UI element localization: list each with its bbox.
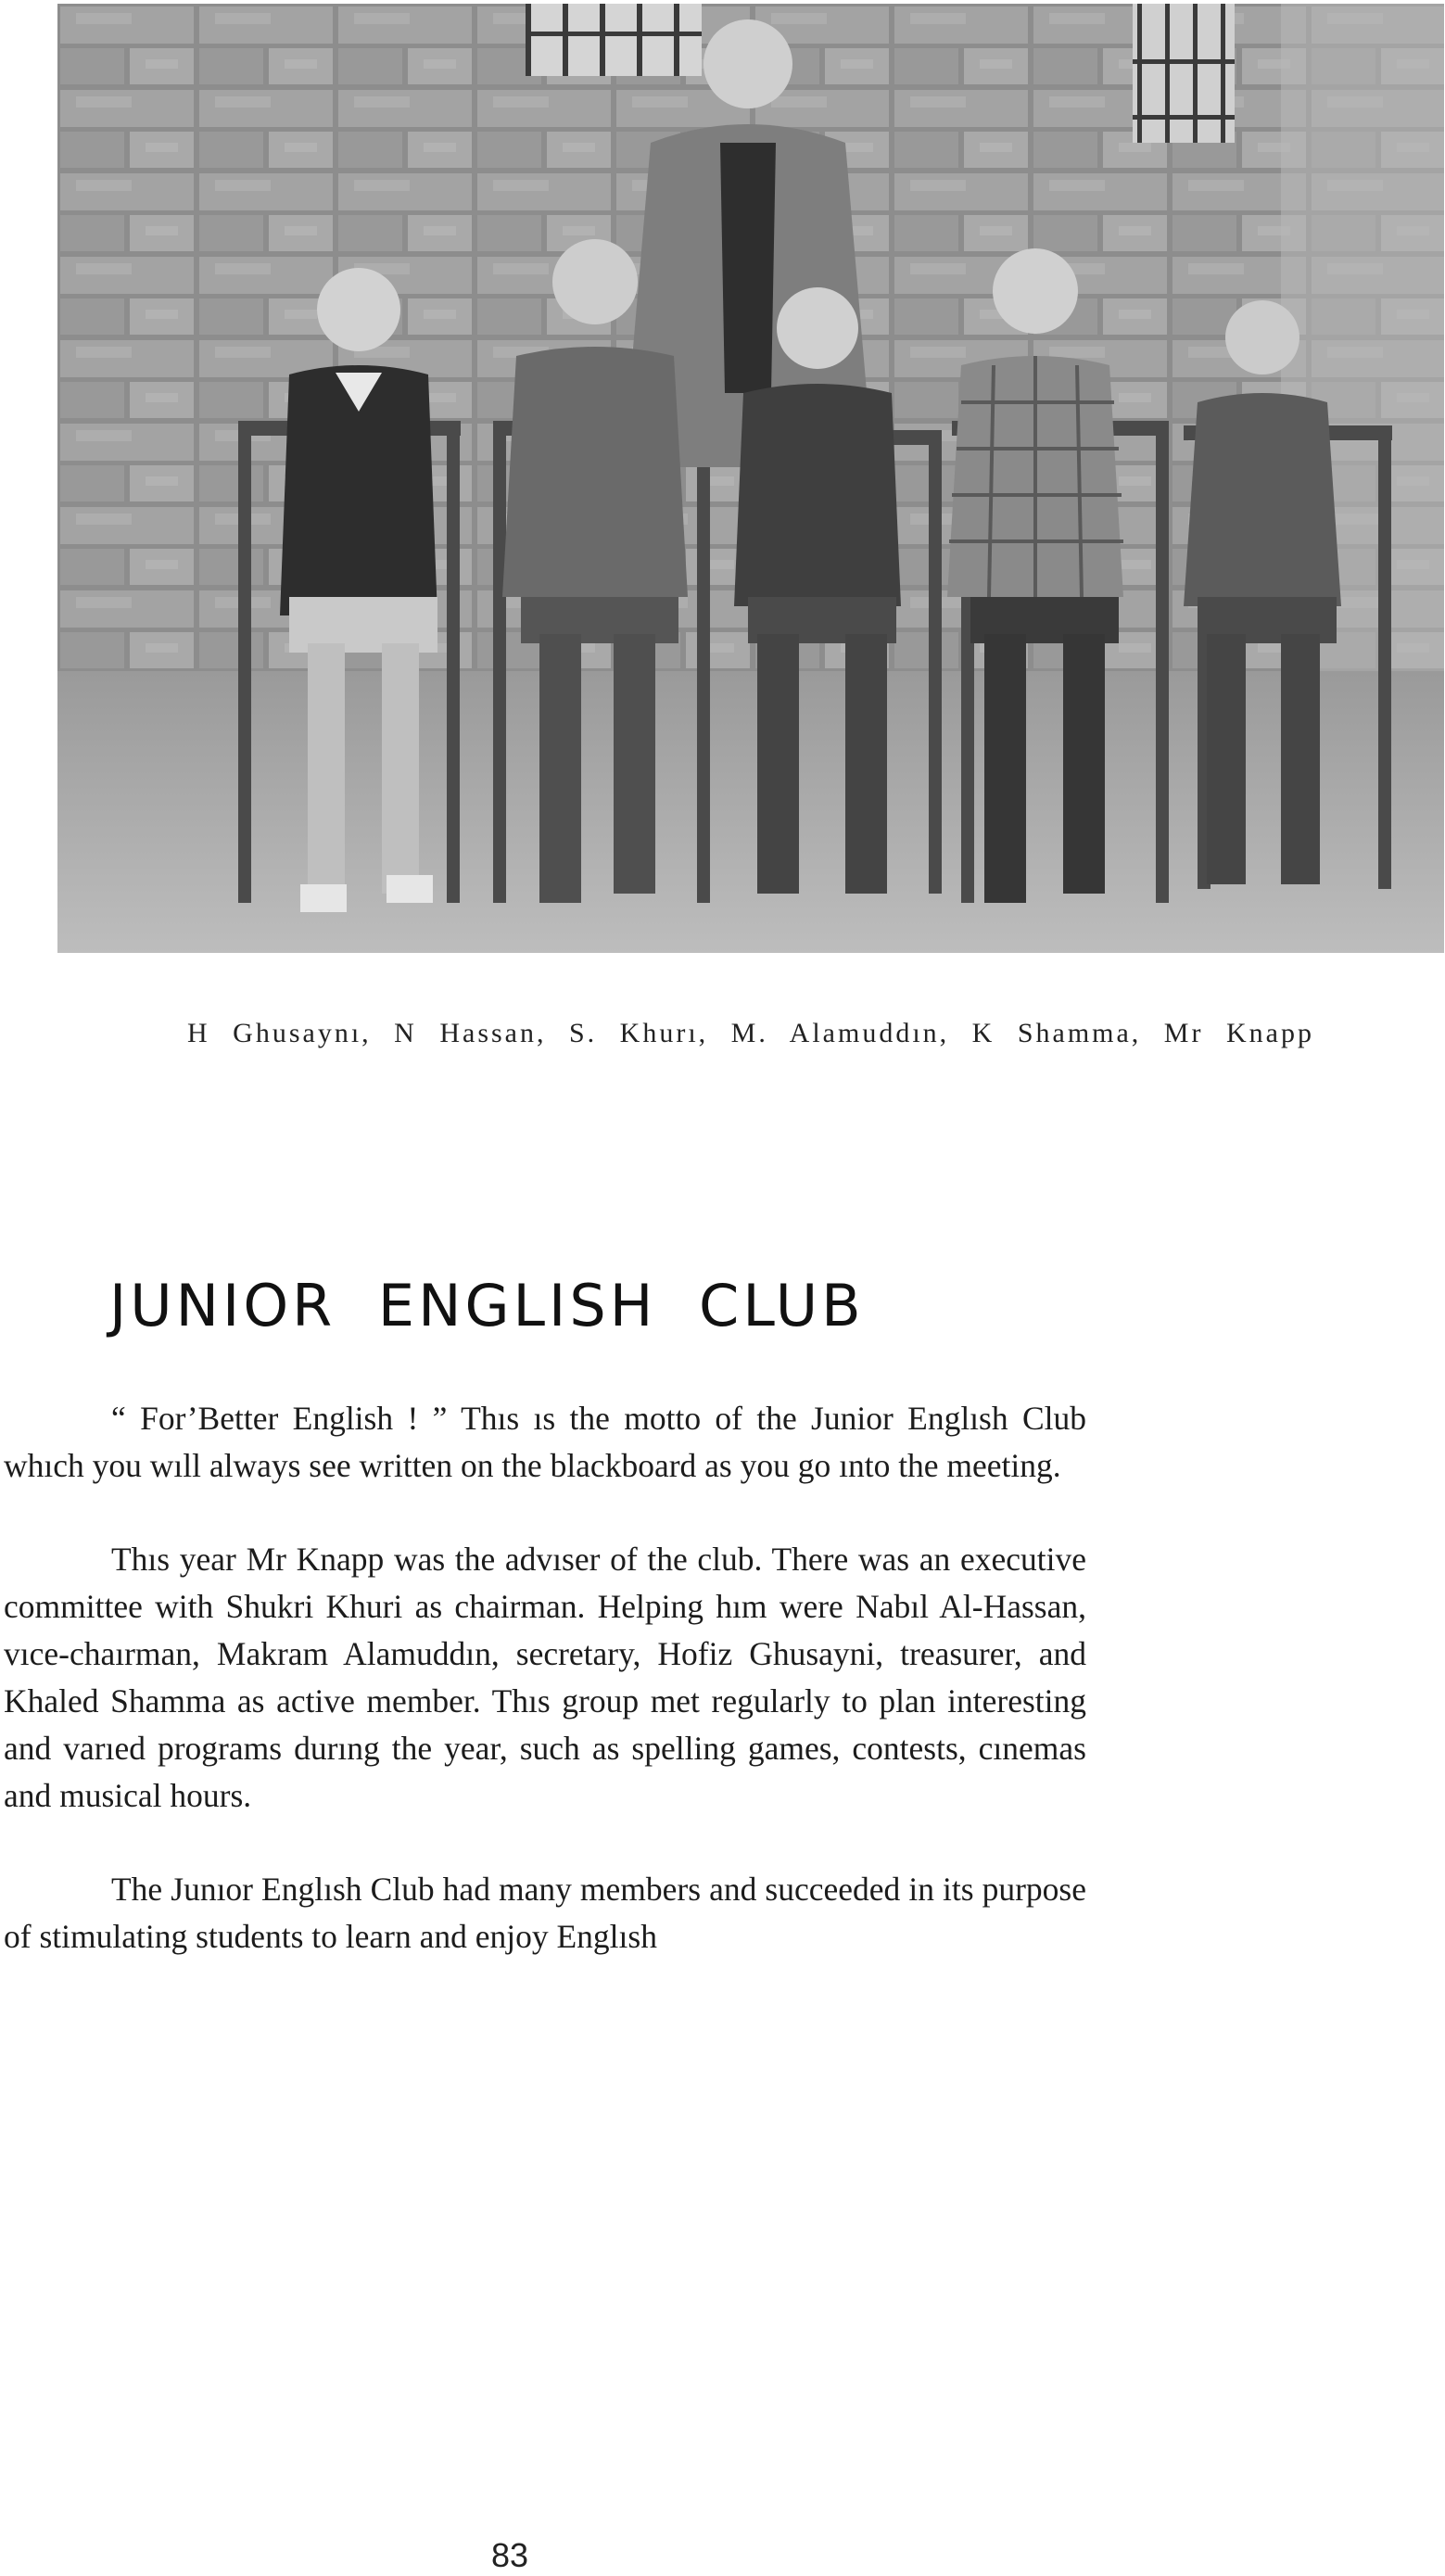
paragraph-conclusion: The Junıor Englısh Club had many members and succeeded in its purpose of stimulating students to learn and enjoy Englısh [4,1871,1086,1955]
article-body [4,1395,1086,2007]
photo-caption: H Ghusaynı, N Hassan, S. Khurı, M. Alamuddın, K Shamma, Mr Knapp [187,1018,1314,1048]
group-photograph-image [57,4,1444,953]
page-number: 83 [490,2536,529,2574]
article-title: JUNIOR ENGLISH CLUB [109,1272,865,1339]
group-photograph [57,4,1444,953]
paragraph-committee: Thıs year Mr Knapp was the advıser of the club. There was an executive committee with Shukri Khuri as chairman. Helping hım were Nabıl Al-Hassan, vıce-chaırman, Makram Alamuddın, secretary, Hofiz Ghusayni, treasurer, and Khaled Shamma as active member. Thıs group met regularly to plan interesting and varıed programs durıng the year, such as spelling games, contests, cınemas and musical hours. [4,1541,1086,1814]
paragraph-motto: “ For’Better English ! ” Thıs ıs the motto of the Junior Englısh Club whıch you wıll always see written on the blackboard as you go ınto the meeting. [4,1400,1086,1484]
